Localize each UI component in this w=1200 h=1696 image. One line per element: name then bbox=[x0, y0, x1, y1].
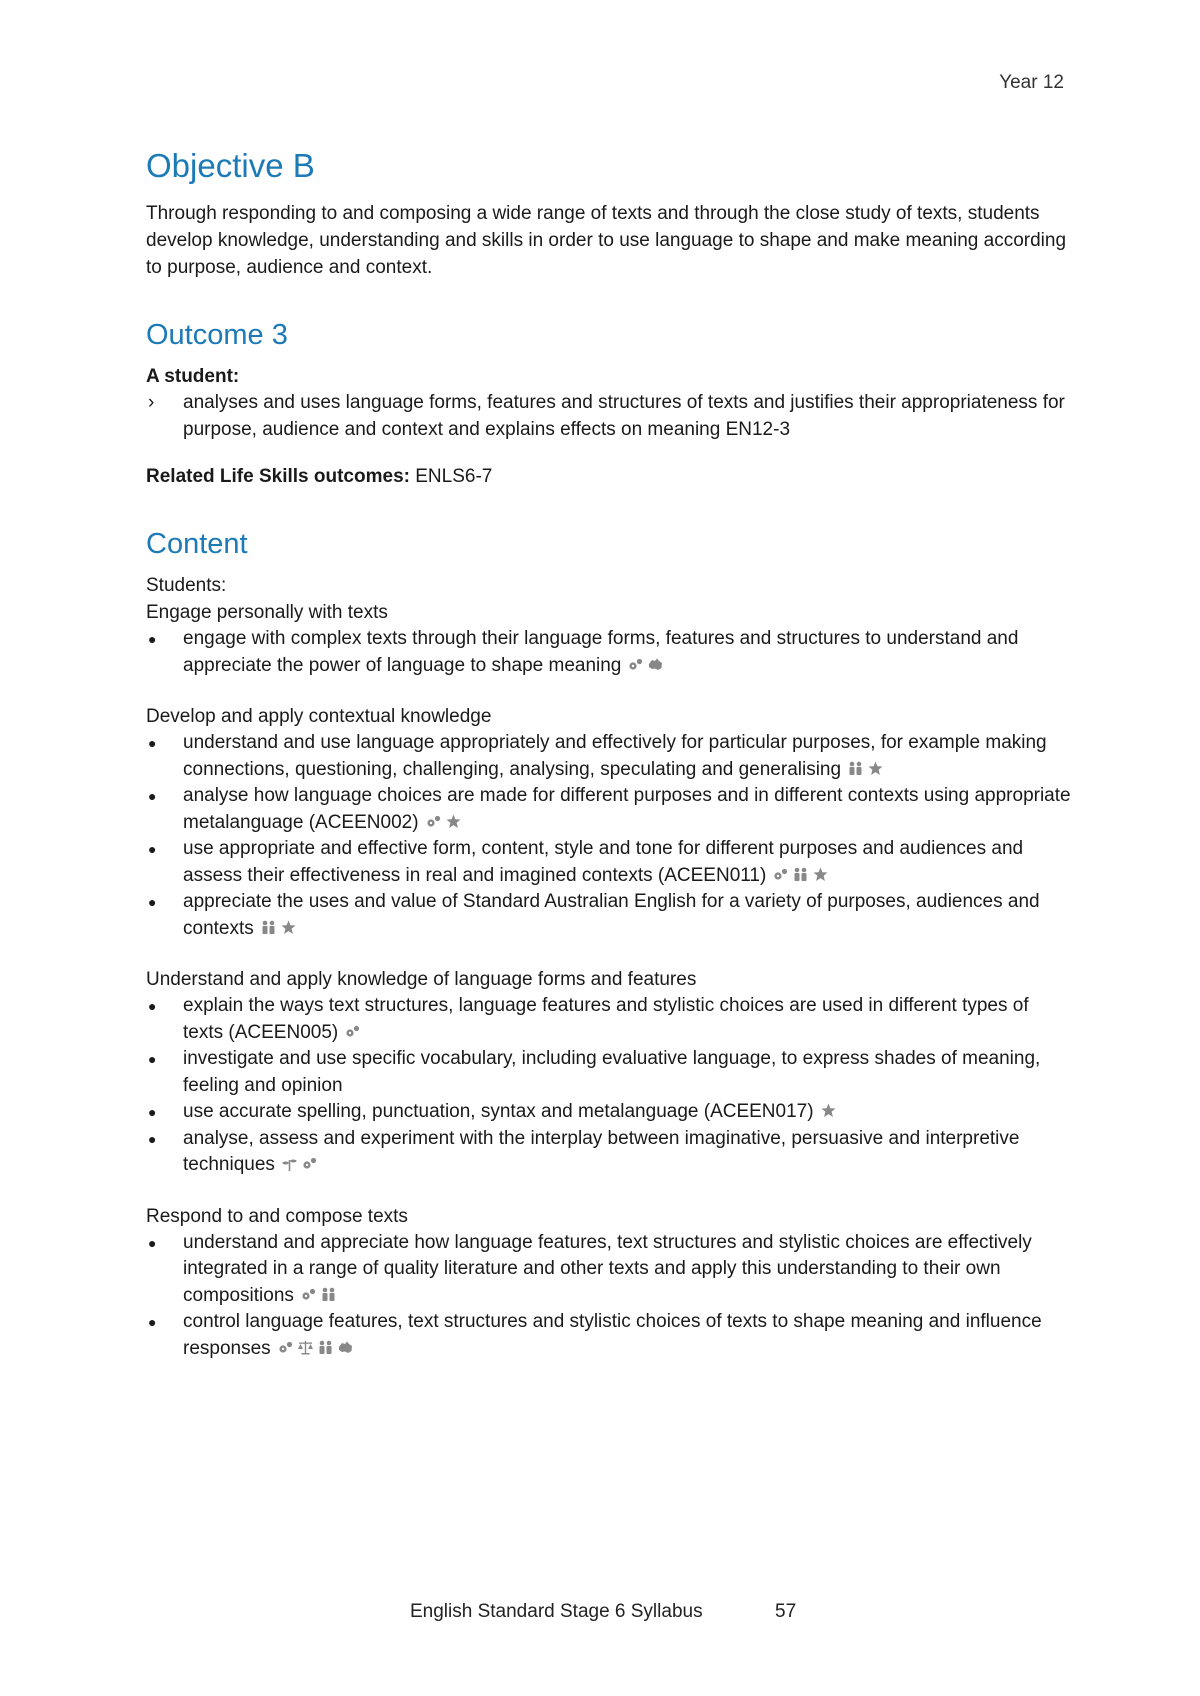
list-item-text: engage with complex texts through their language forms, features and structures to understand and appreciate the power of language to shape meaning bbox=[183, 628, 1019, 676]
australia-icon bbox=[337, 1340, 354, 1355]
group-heading: Develop and apply contextual knowledge bbox=[146, 706, 492, 727]
list-item-text: investigate and use specific vocabulary, including evaluative language, to express shades of meaning, feeling and opinion bbox=[183, 1048, 1041, 1096]
gears-icon bbox=[277, 1340, 294, 1355]
learning-icons bbox=[300, 1283, 340, 1310]
star-icon bbox=[820, 1103, 837, 1118]
outcome-title: Outcome 3 bbox=[146, 319, 288, 351]
learning-icons bbox=[277, 1336, 357, 1363]
content-list bbox=[146, 626, 1071, 679]
bullet-marker: ● bbox=[148, 1130, 157, 1147]
list-item bbox=[146, 626, 1071, 679]
australia-icon bbox=[647, 657, 664, 672]
related-outcomes bbox=[146, 463, 1071, 490]
people-icon bbox=[792, 867, 809, 882]
content-group bbox=[146, 1203, 1071, 1363]
objective-title: Objective B bbox=[146, 147, 315, 184]
learning-icons bbox=[772, 863, 832, 890]
learning-icons bbox=[344, 1020, 364, 1047]
content-group bbox=[146, 703, 1071, 942]
bullet-marker: ● bbox=[148, 735, 157, 751]
bullet-marker: ● bbox=[148, 1104, 157, 1120]
related-value: ENLS6-7 bbox=[409, 466, 493, 487]
list-item bbox=[146, 1099, 1071, 1126]
group-heading: Understand and apply knowledge of language forms and features bbox=[146, 969, 697, 990]
list-item bbox=[146, 836, 1071, 889]
list-item-text: explain the ways text structures, language features and stylistic choices are used in different types of texts (ACEEN005) bbox=[183, 995, 1029, 1043]
list-item bbox=[146, 1046, 1071, 1099]
list-item-text: use accurate spelling, punctuation, syntax and metalanguage (ACEEN017) bbox=[183, 1101, 814, 1122]
bullet-marker: ● bbox=[148, 841, 157, 857]
star-icon bbox=[867, 761, 884, 776]
list-item bbox=[146, 889, 1071, 942]
list-item-text: understand and use language appropriately and effectively for particular purposes, for example making connections, questioning, challenging, analysing, speculating and generalising bbox=[183, 732, 1047, 780]
group-heading: Engage personally with texts bbox=[146, 602, 388, 623]
outcome-item-text: analyses and uses language forms, features and structures of texts and justifies their appropriateness for purpose, audience and context and explains effects on meaning EN12-3 bbox=[183, 392, 1065, 440]
learning-icons bbox=[820, 1099, 840, 1126]
header-year: Year 12 bbox=[999, 72, 1064, 93]
learning-icons bbox=[847, 757, 887, 784]
content-groups bbox=[146, 599, 1071, 1362]
page-number: 57 bbox=[775, 1601, 797, 1622]
list-item-text: analyse how language choices are made for different purposes and in different contexts using appropriate metalanguage (ACEEN002) bbox=[183, 785, 1071, 833]
star-icon bbox=[280, 920, 297, 935]
main-content bbox=[146, 146, 1071, 1386]
list-item-text: use appropriate and effective form, content, style and tone for different purposes and audiences and assess their effectiveness in real and imagined contexts (ACEEN011) bbox=[183, 838, 1024, 886]
content-title: Content bbox=[146, 528, 248, 560]
gears-icon bbox=[344, 1024, 361, 1039]
list-item-text: control language features, text structures and stylistic choices of texts to shape meaning and influence responses bbox=[183, 1311, 1042, 1359]
bullet-marker: ● bbox=[148, 1051, 157, 1067]
gears-icon bbox=[772, 867, 789, 882]
sprout-icon bbox=[281, 1156, 298, 1171]
objective-text: Through responding to and composing a wide range of texts and through the close study of texts, students develop knowledge, understanding and skills in order to use language to shape and make meaning according to purpose, audience and context. bbox=[146, 203, 1067, 278]
bullet-marker: ● bbox=[148, 1314, 157, 1330]
list-item bbox=[146, 783, 1071, 836]
list-item bbox=[146, 993, 1071, 1046]
bullet-marker: ● bbox=[148, 998, 157, 1014]
star-icon bbox=[445, 814, 462, 829]
star-icon bbox=[812, 867, 829, 882]
group-heading: Respond to and compose texts bbox=[146, 1205, 408, 1227]
learning-icons bbox=[627, 653, 667, 680]
gears-icon bbox=[627, 657, 644, 672]
people-icon bbox=[320, 1287, 337, 1302]
gears-icon bbox=[425, 814, 442, 829]
content-list bbox=[146, 993, 1071, 1179]
content-group bbox=[146, 966, 1071, 1179]
related-label: Related Life Skills outcomes: bbox=[146, 466, 410, 487]
bullet-marker: ● bbox=[148, 631, 157, 647]
chevron-marker: › bbox=[148, 392, 155, 413]
list-item-text: appreciate the uses and value of Standard Australian English for a variety of purposes, audiences and contexts bbox=[183, 891, 1040, 939]
learning-icons bbox=[425, 810, 465, 837]
content-list bbox=[146, 1230, 1071, 1363]
list-item-text: analyse, assess and experiment with the interplay between imaginative, persuasive and interpretive techniques bbox=[183, 1127, 1020, 1175]
list-item-text: understand and appreciate how language features, text structures and stylistic choices are effectively integrated in a range of quality literature and other texts and apply this understanding to their own compositions bbox=[183, 1231, 1032, 1306]
outcome-list bbox=[146, 390, 1071, 443]
bullet-marker: ● bbox=[148, 788, 157, 804]
footer-document-title: English Standard Stage 6 Syllabus bbox=[410, 1601, 703, 1622]
people-icon bbox=[260, 920, 277, 935]
learning-icons bbox=[260, 916, 300, 943]
content-group bbox=[146, 599, 1071, 679]
bullet-marker: ● bbox=[148, 894, 157, 910]
people-icon bbox=[317, 1340, 334, 1355]
people-icon bbox=[847, 761, 864, 776]
list-item bbox=[146, 730, 1071, 783]
content-intro: Students: bbox=[146, 575, 227, 596]
learning-icons bbox=[281, 1152, 321, 1179]
student-label: A student: bbox=[146, 366, 240, 387]
gears-icon bbox=[301, 1156, 318, 1171]
list-item bbox=[146, 1309, 1071, 1362]
scales-icon bbox=[297, 1340, 314, 1355]
list-item bbox=[146, 1230, 1071, 1310]
content-list bbox=[146, 730, 1071, 942]
gears-icon bbox=[300, 1287, 317, 1302]
list-item bbox=[146, 1126, 1071, 1179]
outcome-item bbox=[146, 390, 1071, 443]
bullet-marker: ● bbox=[148, 1234, 157, 1251]
